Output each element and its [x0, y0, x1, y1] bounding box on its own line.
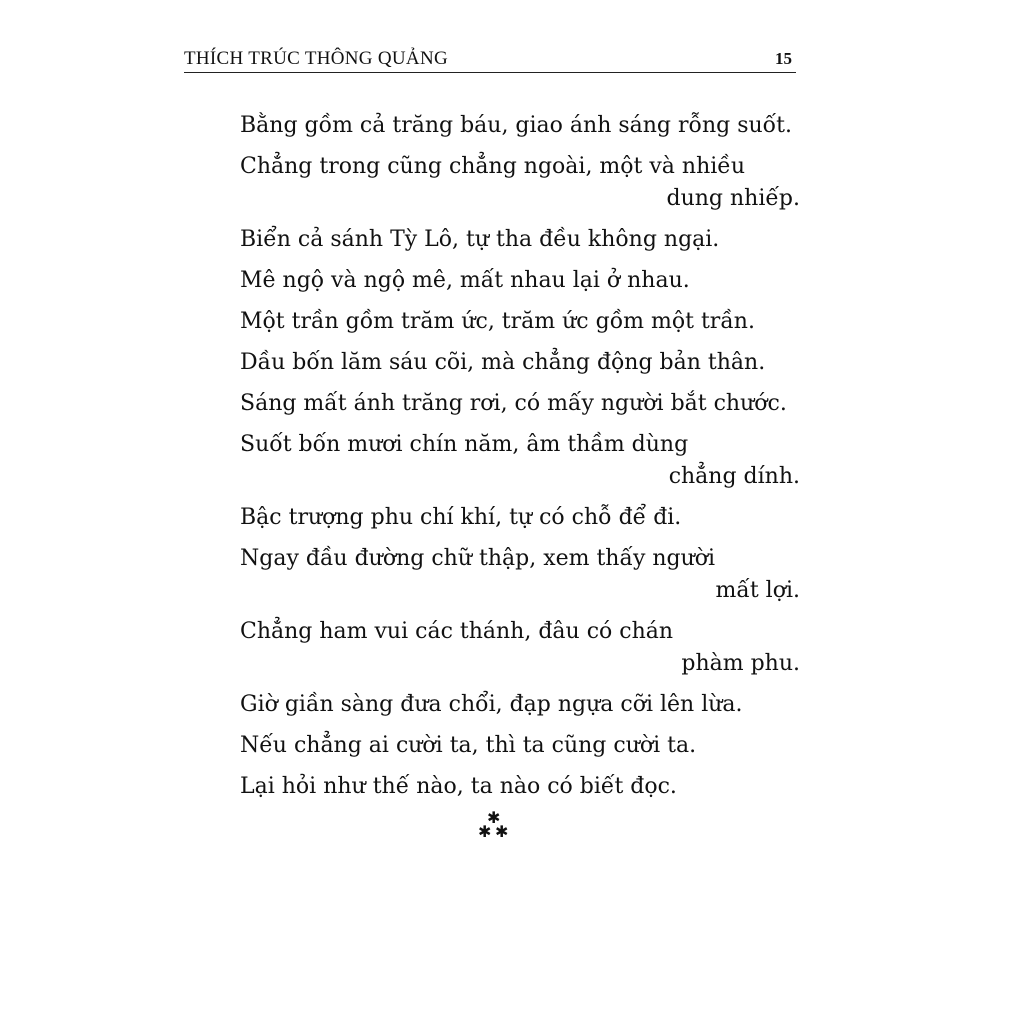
poem-line	[240, 730, 800, 762]
poem-line-text: Biển cả sánh Tỳ Lô, tự tha đều không ngại.	[240, 227, 720, 252]
poem-line	[240, 616, 800, 680]
poem-line-continuation: dung nhiếp.	[666, 186, 800, 211]
poem-line-text: Ngay đầu đường chữ thập, xem thấy người	[240, 546, 716, 571]
poem-line-continuation: mất lợi.	[715, 578, 800, 603]
poem-line	[240, 429, 800, 493]
asterism-star-icon: ✱	[478, 822, 492, 841]
asterism-star-icon: ✱	[495, 822, 509, 841]
poem-line-continuation: phàm phu.	[681, 651, 800, 676]
poem-line-text: Suốt bốn mươi chín năm, âm thầm dùng	[240, 432, 689, 457]
poem-line	[240, 265, 800, 297]
poem-body	[240, 110, 800, 812]
poem-line-continuation: chẳng dính.	[668, 464, 800, 489]
poem-line-text: Mê ngộ và ngộ mê, mất nhau lại ở nhau.	[240, 268, 690, 293]
poem-line	[240, 388, 800, 420]
poem-line-text: Một trần gồm trăm ức, trăm ức gồm một trần.	[240, 309, 755, 334]
poem-line	[240, 543, 800, 607]
poem-line	[240, 689, 800, 721]
poem-line-text: Chẳng ham vui các thánh, đâu có chán	[240, 619, 674, 644]
poem-line-text: Chẳng trong cũng chẳng ngoài, một và nhiều	[240, 154, 745, 179]
poem-line	[240, 110, 800, 142]
section-end-ornament	[476, 810, 512, 844]
poem-line-text: Dầu bốn lăm sáu cõi, mà chẳng động bản thân.	[240, 350, 766, 375]
poem-line	[240, 502, 800, 534]
poem-line-text: Lại hỏi như thế nào, ta nào có biết đọc.	[240, 774, 677, 799]
poem-line	[240, 306, 800, 338]
poem-line	[240, 771, 800, 803]
poem-line	[240, 151, 800, 215]
poem-line-text: Giờ giần sàng đưa chổi, đạp ngựa cỡi lên lừa.	[240, 692, 743, 717]
poem-line-text: Bằng gồm cả trăng báu, giao ánh sáng rỗng suốt.	[240, 113, 792, 138]
poem-line-text: Bậc trượng phu chí khí, tự có chỗ để đi.	[240, 505, 682, 530]
header-author: THÍCH TRÚC THÔNG QUẢNG	[184, 48, 448, 69]
poem-line	[240, 347, 800, 379]
running-header	[184, 46, 796, 73]
poem-line-text: Nếu chẳng ai cười ta, thì ta cũng cười ta.	[240, 733, 697, 758]
page-number: 15	[775, 49, 792, 68]
asterism-star-icon: ✱	[487, 808, 501, 827]
poem-line	[240, 224, 800, 256]
poem-line-text: Sáng mất ánh trăng rơi, có mấy người bắt chước.	[240, 391, 787, 416]
